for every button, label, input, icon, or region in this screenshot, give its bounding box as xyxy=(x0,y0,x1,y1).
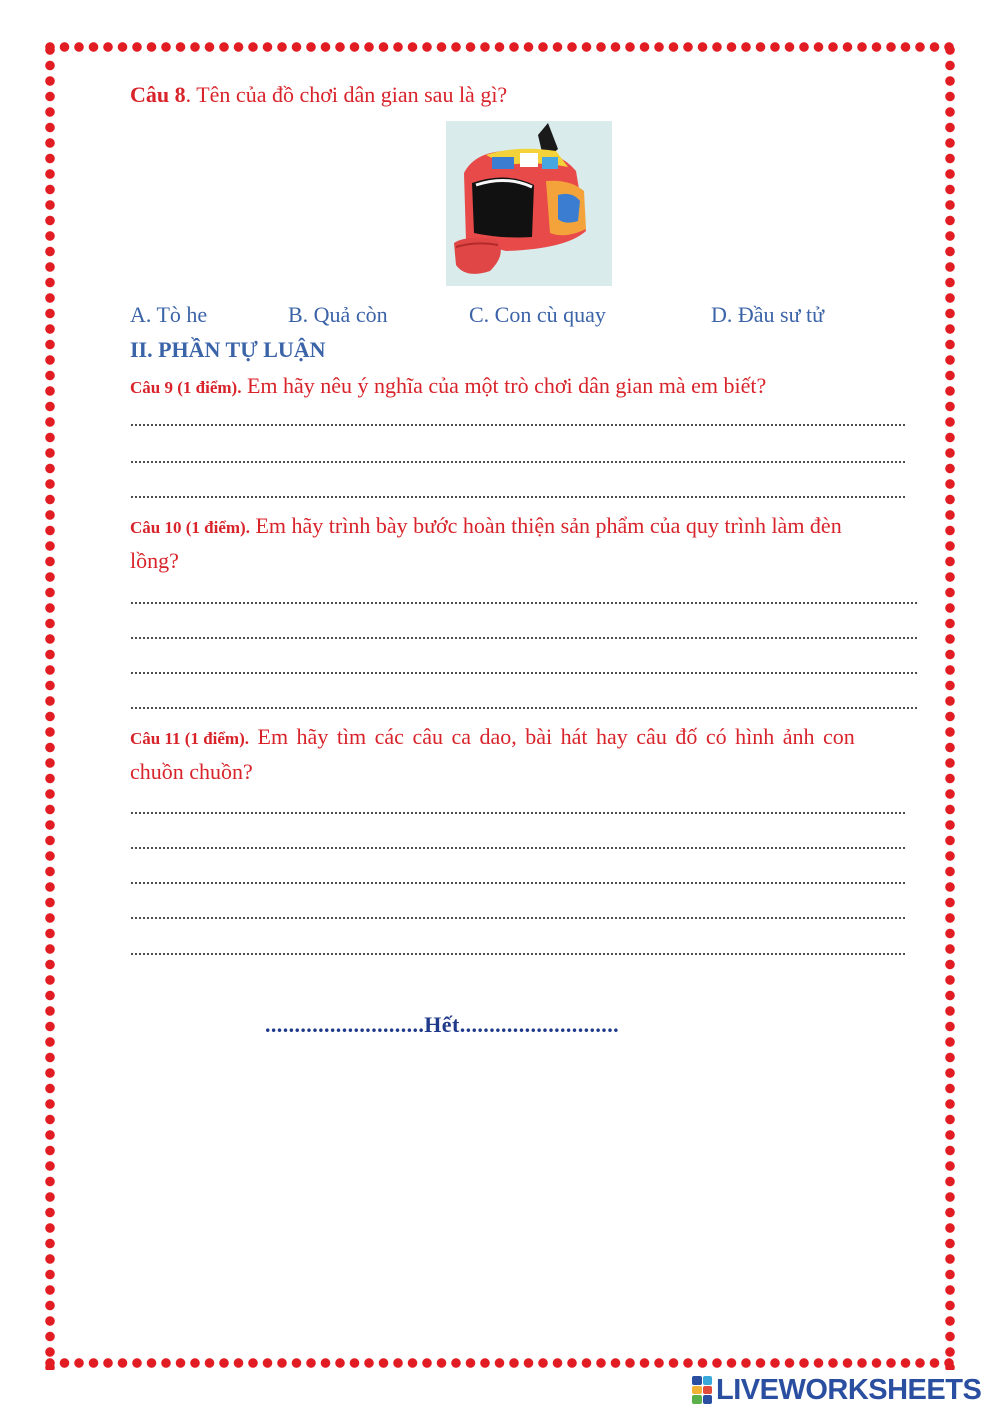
question-11-label: Câu 11 (1 điểm). xyxy=(130,729,249,748)
question-11-line-1: Em hãy tìm các câu ca dao, bài hát hay câu đố có hình ảnh con xyxy=(249,724,855,749)
option-c[interactable]: C. Con cù quay xyxy=(469,302,606,327)
answer-line-q10-2[interactable] xyxy=(130,636,918,640)
answer-line-q11-1[interactable] xyxy=(130,811,906,815)
answer-line-q11-4[interactable] xyxy=(130,916,906,920)
answer-line-q11-5[interactable] xyxy=(130,952,906,956)
answer-line-q11-3[interactable] xyxy=(130,881,906,885)
liveworksheets-logo-text: LIVEWORKSHEETS xyxy=(716,1373,982,1406)
question-10-label: Câu 10 (1 điểm). xyxy=(130,518,250,537)
decorative-border-bottom xyxy=(44,1356,956,1370)
option-a[interactable]: A. Tò he xyxy=(130,302,208,327)
option-d[interactable]: D. Đầu sư tử xyxy=(711,302,825,327)
lion-head-toy-image xyxy=(446,121,612,286)
answer-line-q9-2[interactable] xyxy=(130,460,906,464)
question-11 xyxy=(130,722,855,754)
question-10-line-2: lồng? xyxy=(130,548,179,573)
question-11-line-2: chuồn chuồn? xyxy=(130,759,253,784)
question-9-label: Câu 9 (1 điểm). xyxy=(130,378,242,397)
decorative-border-top xyxy=(44,40,956,54)
question-8-text: . Tên của đồ chơi dân gian sau là gì? xyxy=(185,82,508,107)
question-9 xyxy=(130,371,766,403)
answer-line-q10-4[interactable] xyxy=(130,706,918,710)
end-marker: ...........................Hết........................... xyxy=(265,1012,620,1037)
answer-line-q10-3[interactable] xyxy=(130,671,918,675)
answer-line-q9-3[interactable] xyxy=(130,495,906,499)
liveworksheets-logo-icon xyxy=(692,1376,712,1404)
question-8 xyxy=(130,80,507,110)
question-8-label: Câu 8 xyxy=(130,82,186,107)
answer-line-q9-1[interactable] xyxy=(130,423,906,427)
answer-line-q11-2[interactable] xyxy=(130,846,906,850)
decorative-border-left xyxy=(43,44,57,1370)
option-b[interactable]: B. Quả còn xyxy=(288,302,388,327)
question-9-text: Em hãy nêu ý nghĩa của một trò chơi dân gian mà em biết? xyxy=(241,373,767,398)
liveworksheets-logo xyxy=(692,1374,981,1406)
section-2-title: II. PHẦN TỰ LUẬN xyxy=(130,337,326,362)
answer-line-q10-1[interactable] xyxy=(130,601,918,605)
question-10-line-1: Em hãy trình bày bước hoàn thiện sản phẩm của quy trình làm đèn xyxy=(249,513,842,538)
question-10 xyxy=(130,511,842,543)
decorative-border-right xyxy=(943,44,957,1370)
